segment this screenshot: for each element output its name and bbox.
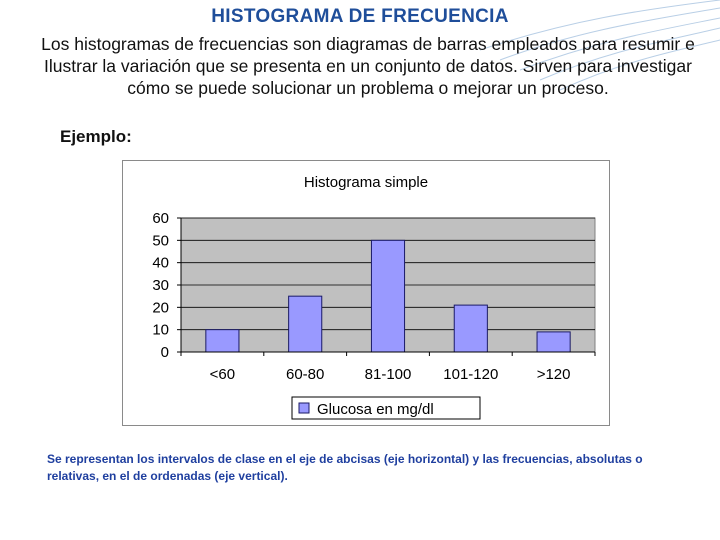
chart-svg	[123, 161, 609, 425]
intro-paragraph: Los histogramas de frecuencias son diagramas de barras empleados para resumir e Ilustrar la variación que se presenta en un conjunto de datos. Sirven para investigar cómo se puede solucionar un problema o mejorar un proceso.	[41, 34, 695, 98]
y-axis-ticks	[152, 210, 181, 361]
x-axis-ticks	[181, 352, 595, 383]
explanation-note: Se representan los intervalos de clase en el eje de abcisas (eje horizontal) y las frecuencias, absolutas o relativas, en el de ordenadas (eje vertical).	[47, 452, 643, 483]
page-title: HISTOGRAMA DE FRECUENCIA	[211, 6, 509, 27]
y-tick-label: 30	[152, 277, 169, 294]
legend	[292, 397, 480, 419]
y-tick-label: 20	[152, 299, 169, 317]
x-tick-label: 60-80	[286, 366, 325, 383]
y-tick-label: 40	[152, 254, 169, 272]
histogram-bar	[371, 240, 404, 352]
legend-swatch	[299, 403, 309, 413]
example-label: Ejemplo:	[60, 127, 132, 146]
histogram-bar	[537, 332, 570, 352]
x-tick-label: >120	[536, 366, 571, 383]
chart-title: Histograma simple	[303, 174, 429, 191]
x-tick-label: <60	[209, 366, 236, 383]
histogram-chart	[122, 160, 610, 426]
histogram-bar	[206, 330, 239, 352]
legend-label: Glucosa en mg/dl	[317, 401, 434, 418]
y-tick-label: 50	[152, 232, 169, 250]
y-tick-label: 60	[152, 210, 169, 227]
y-tick-label: 10	[152, 321, 169, 339]
x-tick-label: 101-120	[443, 366, 499, 383]
histogram-bar	[289, 296, 322, 352]
x-tick-label: 81-100	[364, 366, 412, 383]
y-tick-label: 0	[160, 344, 169, 361]
histogram-bar	[454, 305, 487, 352]
